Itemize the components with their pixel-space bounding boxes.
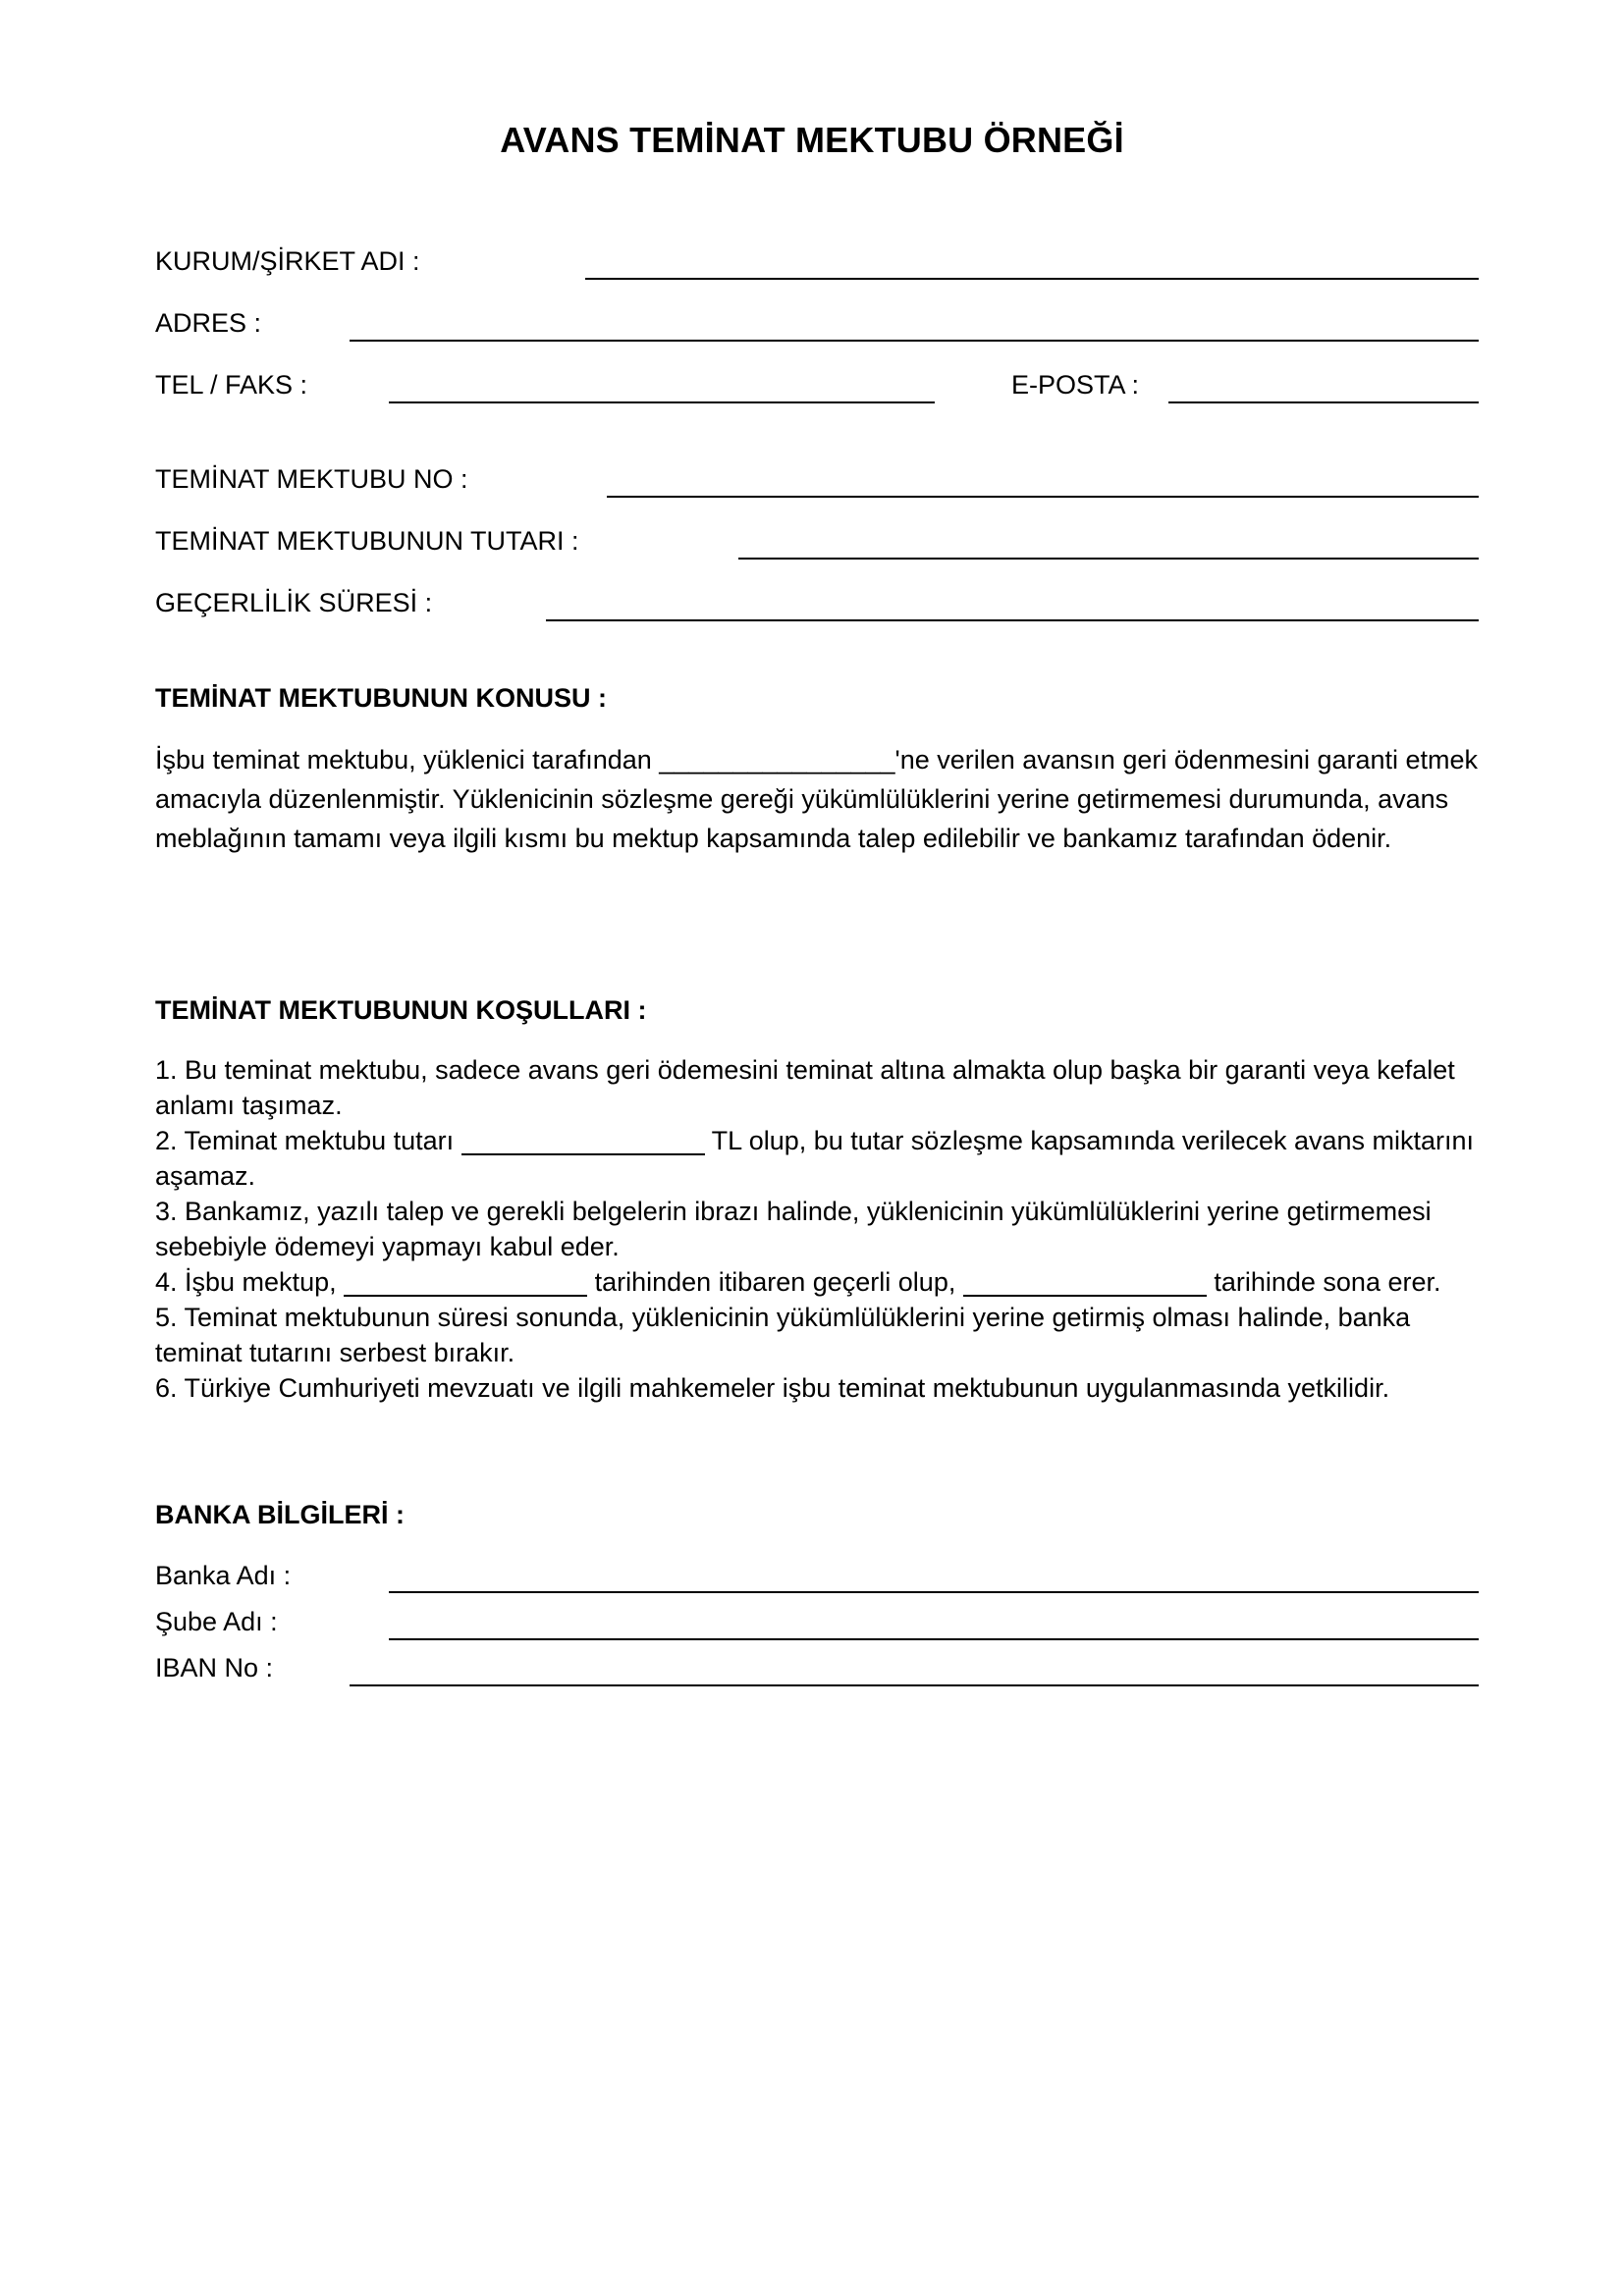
amount-blank[interactable] <box>461 1127 705 1155</box>
conditions-heading: TEMİNAT MEKTUBUNUN KOŞULLARI : <box>155 995 647 1025</box>
iban-label: IBAN No : <box>155 1653 274 1682</box>
condition-text: 5. Teminat mektubunun süresi sonunda, yüklenicinin yükümlülüklerini yerine getirmiş olması halinde, banka teminat tutarını serbest bırakır. <box>155 1303 1411 1367</box>
condition-text: tarihinde sona erer. <box>1206 1267 1441 1297</box>
condition-text: 3. Bankamız, yazılı talep ve gerekli belgelerin ibrazı halinde, yüklenicinin yükümlülüklerini yerine getirmemesi sebebiyle ödemeyi yapmayı kabul eder. <box>155 1197 1432 1261</box>
condition-text: TL olup, bu tutar sözleşme kapsamında verilecek avans miktarını aşamaz. <box>155 1126 1475 1191</box>
email-label: E-POSTA : <box>1011 370 1140 400</box>
start-date-blank[interactable] <box>344 1268 587 1297</box>
email-field[interactable] <box>1168 401 1479 403</box>
conditions-list <box>155 1052 1481 1406</box>
bank-name-field[interactable] <box>389 1591 1479 1593</box>
condition-item <box>155 1264 1481 1300</box>
phone-fax-label: TEL / FAKS : <box>155 370 308 400</box>
validity-label: GEÇERLİLİK SÜRESİ : <box>155 588 433 617</box>
bank-heading: BANKA BİLGİLERİ : <box>155 1500 405 1529</box>
address-field[interactable] <box>350 340 1479 342</box>
branch-name-field[interactable] <box>389 1638 1479 1640</box>
condition-text: 4. İşbu mektup, <box>155 1267 345 1297</box>
iban-field[interactable] <box>350 1684 1479 1686</box>
validity-field[interactable] <box>546 619 1479 621</box>
condition-text: 2. Teminat mektubu tutarı <box>155 1126 461 1155</box>
condition-item <box>155 1300 1481 1370</box>
condition-text: 1. Bu teminat mektubu, sadece avans geri ödemesini teminat altına almakta olup başka bir garanti veya kefalet anlamı taşımaz. <box>155 1055 1455 1120</box>
phone-fax-field[interactable] <box>389 401 935 403</box>
subject-heading: TEMİNAT MEKTUBUNUN KONUSU : <box>155 683 607 713</box>
bank-name-label: Banka Adı : <box>155 1561 292 1590</box>
letter-no-label: TEMİNAT MEKTUBU NO : <box>155 464 468 494</box>
condition-text: 6. Türkiye Cumhuriyeti mevzuatı ve ilgili mahkemeler işbu teminat mektubunun uygulanmasında yetkilidir. <box>155 1373 1390 1403</box>
letter-amount-field[interactable] <box>738 558 1479 560</box>
company-name-field[interactable] <box>585 278 1479 280</box>
subject-paragraph: İşbu teminat mektubu, yüklenici tarafından ________________'ne verilen avansın geri ödenmesini garanti etmek amacıyla düzenlenmiştir. Yüklenicinin sözleşme gereği yükümlülüklerini yerine getirmemesi durumunda, avans meblağının tamamı veya ilgili kısmı bu mektup kapsamında talep edilebilir ve bankamız tarafından ödenir. <box>155 745 1479 853</box>
condition-item <box>155 1123 1481 1194</box>
company-name-label: KURUM/ŞİRKET ADI : <box>155 246 420 276</box>
end-date-blank[interactable] <box>963 1268 1207 1297</box>
branch-name-label: Şube Adı : <box>155 1607 278 1636</box>
document-title: AVANS TEMİNAT MEKTUBU ÖRNEĞİ <box>500 120 1124 160</box>
condition-item <box>155 1194 1481 1264</box>
condition-item <box>155 1052 1481 1123</box>
address-label: ADRES : <box>155 308 262 338</box>
letter-amount-label: TEMİNAT MEKTUBUNUN TUTARI : <box>155 526 579 556</box>
condition-text: tarihinden itibaren geçerli olup, <box>587 1267 963 1297</box>
condition-item <box>155 1370 1481 1406</box>
letter-no-field[interactable] <box>607 496 1479 498</box>
